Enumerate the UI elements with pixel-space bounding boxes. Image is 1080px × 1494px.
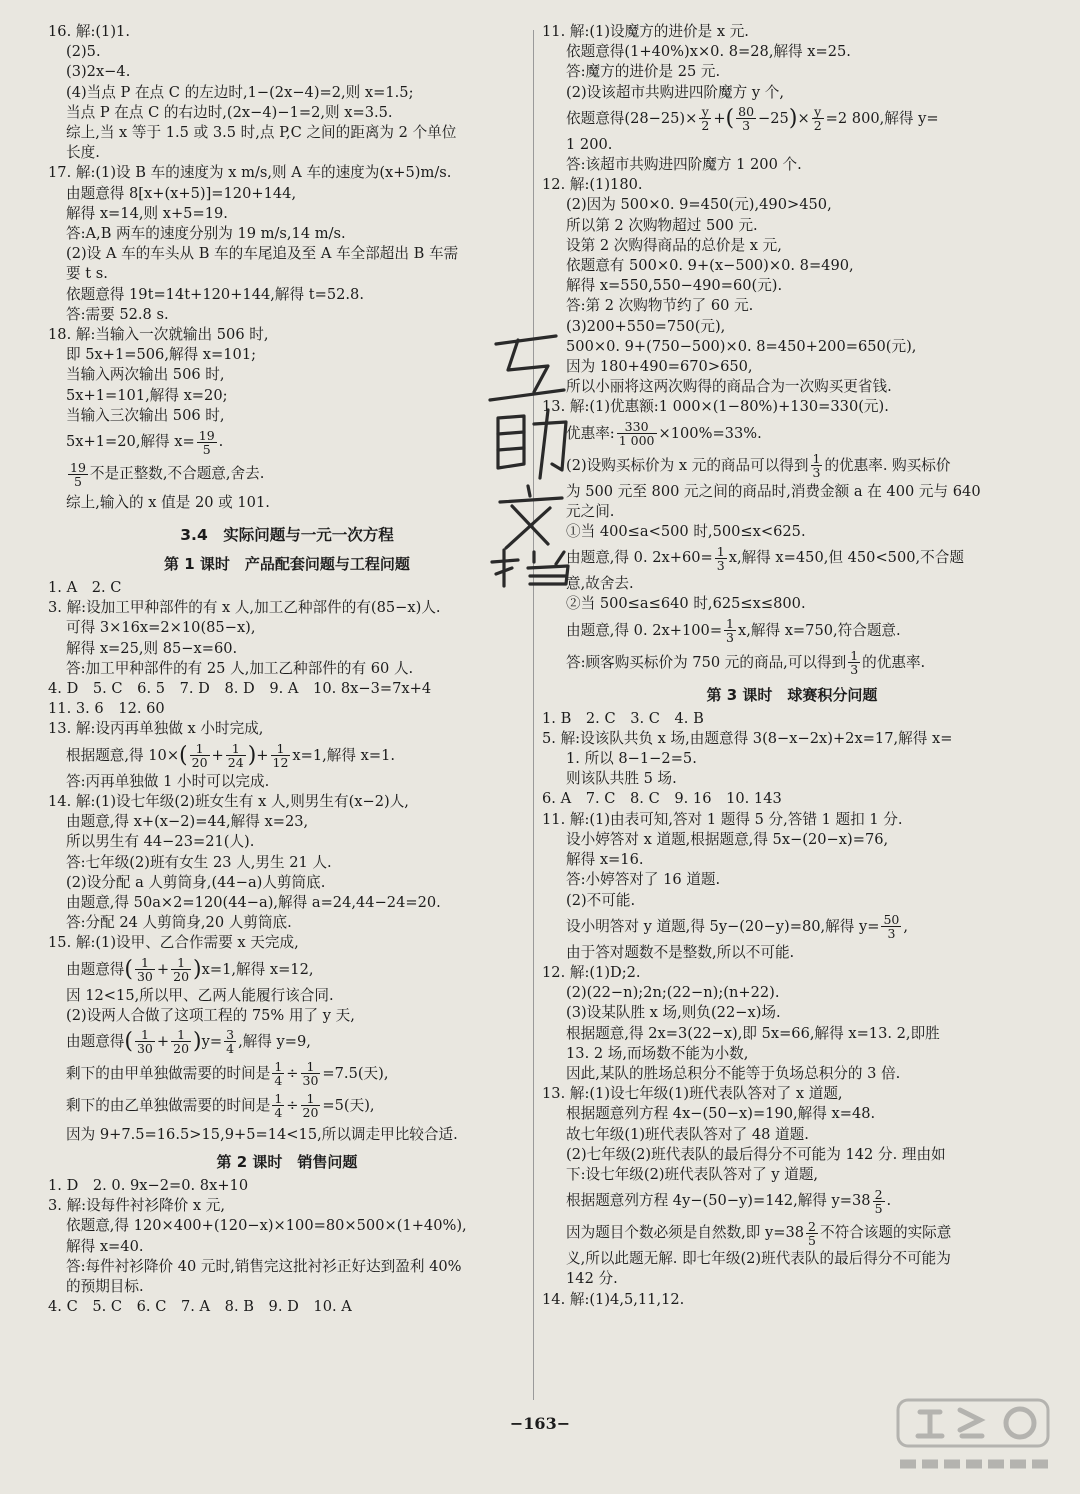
answer-line: (2)设购买标价为 x 元的商品可以得到 $\frac{1}{3}$ 的优惠率. 购买标价 — [566, 451, 951, 481]
answer-line: 答:第 2 次购物节约了 60 元. — [566, 297, 754, 315]
answer-line: 则该队共胜 5 场. — [566, 770, 677, 788]
answer-line: 解得 x=550,550−490=60(元). — [566, 277, 783, 295]
answer-line: (2)设分配 a 人剪筒身,(44−a)人剪筒底. — [66, 873, 326, 891]
answer-line: 依题意得(1+40%)x×0. 8=28,解得 x=25. — [566, 43, 851, 61]
answer-line: 因为 9+7.5=16.5>15,9+5=14<15,所以调走甲比较合适. — [66, 1125, 458, 1143]
fraction: $\frac{1}{30}$ — [136, 1027, 153, 1057]
answer-line: 17. 解:(1)设 B 车的速度为 x m/s,则 A 车的速度为(x+5)m/s. — [48, 164, 452, 182]
answer-line: 由于答对题数不是整数,所以不可能. — [566, 943, 795, 961]
answer-line: 由题意得 8[x+(x+5)]=120+144, — [66, 184, 297, 202]
answer-line: 答:七年级(2)班有女生 23 人,男生 21 人. — [66, 853, 332, 871]
answer-line: 5x+1=101,解得 x=20; — [66, 386, 228, 404]
answer-line: 设小婷答对 x 道题,根据题意,得 5x−(20−x)=76, — [566, 830, 889, 848]
answer-line: 元之间. — [566, 502, 615, 520]
answer-line: (2)因为 500×0. 9=450(元),490>450, — [566, 196, 832, 214]
answer-line: 因为题目个数必须是自然数,即 y=38 $\frac{2}{5}$ 不符合该题的实际意 — [566, 1218, 952, 1248]
answer-line: (2)不可能. — [566, 891, 636, 909]
answer-line: 答:加工甲种部件的有 25 人,加工乙种部件的有 60 人. — [66, 659, 414, 677]
answer-line: 可得 3×16x=2×10(85−x), — [66, 619, 256, 637]
lesson-title: 第 3 课时 球赛积分问题 — [706, 685, 878, 704]
answer-line: 18. 解:当输入一次就输出 506 时, — [48, 326, 269, 344]
answer-line: 1 200. — [566, 135, 613, 153]
answer-line: 解得 x=14,则 x+5=19. — [66, 204, 228, 222]
answer-line: 14. 解:(1)4,5,11,12. — [542, 1290, 685, 1308]
answer-line: 答:分配 24 人剪筒身,20 人剪筒底. — [66, 914, 292, 932]
answer-line: 由题意,得 0. 2x+100= $\frac{1}{3}$ x,解得 x=750,符合题意. — [566, 616, 901, 646]
section-title: 3.4 实际问题与一元一次方程 — [180, 526, 394, 545]
answer-line: (2)设两人合做了这项工程的 75% 用了 y 天, — [66, 1006, 355, 1024]
answer-line: (2)设 A 车的车头从 B 车的车尾追及至 A 车全部超出 B 车需 — [66, 245, 459, 263]
answer-line: 500×0. 9+(750−500)×0. 8=450+200=650(元), — [566, 337, 917, 355]
column-divider — [533, 30, 534, 1400]
answer-line: 4. C 5. C 6. C 7. A 8. B 9. D 10. A — [48, 1298, 352, 1316]
answer-line: 答:魔方的进价是 25 元. — [566, 63, 721, 81]
answer-line: 义,所以此题无解. 即七年级(2)班代表队的最后得分不可能为 — [566, 1250, 951, 1268]
answer-line: 5. 解:设该队共负 x 场,由题意得 3(8−x−2x)+2x=17,解得 x= — [542, 729, 953, 747]
answer-line: 答:丙再单独做 1 小时可以完成. — [66, 772, 270, 790]
answer-line: 13. 2 场,而场数不能为小数, — [566, 1044, 749, 1062]
answer-line: 15. 解:(1)设甲、乙合作需要 x 天完成, — [48, 934, 299, 952]
answer-line: 14. 解:(1)设七年级(2)班女生有 x 人,则男生有(x−2)人, — [48, 792, 409, 810]
answer-line: 解得 x=40. — [66, 1237, 144, 1255]
answer-line: 依题意得(28−25)× $\frac{y}{2}$ +( $\frac{80}{3}$ −25)× $\frac{y}{2}$ =2 800,解得 y= — [566, 104, 939, 134]
answer-line: 下:设七年级(2)班代表队答对了 y 道题, — [566, 1165, 819, 1183]
fraction: $\frac{1}{3}$ — [812, 451, 821, 481]
answer-line: 13. 解:(1)设七年级(1)班代表队答对了 x 道题, — [542, 1085, 843, 1103]
answer-line: 综上,输入的 x 值是 20 或 101. — [66, 494, 270, 512]
answer-line: 4. D 5. C 6. 5 7. D 8. D 9. A 10. 8x−3=7x+4 — [48, 680, 432, 698]
answer-line: 根据题意,得 2x=3(22−x),即 5x=66,解得 x=13. 2,即胜 — [566, 1024, 940, 1042]
answer-line: 11. 解:(1)设魔方的进价是 x 元. — [542, 23, 749, 40]
answer-line: 解得 x=16. — [566, 851, 644, 869]
answer-line: 答:该超市共购进四阶魔方 1 200 个. — [566, 156, 802, 174]
answer-line: 意,故舍去. — [566, 575, 634, 593]
fraction: $\frac{1}{20}$ — [173, 955, 190, 985]
answer-line: 依题意,得 120×400+(120−x)×100=80×500×(1+40%), — [66, 1217, 467, 1235]
answer-line: 答:每件衬衫降价 40 元时,销售完这批衬衫正好达到盈利 40% — [66, 1257, 462, 1275]
answer-line: 因 12<15,所以甲、乙两人能履行该合同. — [66, 986, 334, 1004]
answer-line: 根据题意列方程 4y−(50−y)=142,解得 y=38 $\frac{2}{5}$ . — [566, 1186, 892, 1216]
fraction: $\frac{1}{3}$ — [716, 543, 725, 573]
answer-line: 3. 解:设加工甲种部件的有 x 人,加工乙种部件的有(85−x)人. — [48, 599, 441, 617]
answer-line: 1. B 2. C 3. C 4. B — [542, 709, 704, 727]
fraction: $\frac{1}{30}$ — [302, 1059, 319, 1089]
answer-line: 12. 解:(1)D;2. — [542, 963, 641, 981]
answer-line: (3)200+550=750(元), — [566, 317, 726, 335]
answer-line: 3. 解:设每件衬衫降价 x 元, — [48, 1197, 225, 1215]
fraction: $\frac{1}{20}$ — [302, 1091, 319, 1121]
fraction: $\frac{1}{30}$ — [136, 955, 153, 985]
answer-line: ①当 400≤a<500 时,500≤x<625. — [566, 523, 806, 541]
fraction: $\frac{y}{2}$ — [813, 104, 822, 134]
answer-line: 根据题意列方程 4x−(50−x)=190,解得 x=48. — [566, 1105, 876, 1123]
answer-line: 答:顾客购买标价为 750 元的商品,可以得到 $\frac{1}{3}$ 的优惠率. — [566, 648, 926, 678]
answer-line: 由题意,得 50a×2=120(44−a),解得 a=24,44−24=20. — [66, 893, 441, 911]
answer-line: 5x+1=20,解得 x= $\frac{19}{5}$ . — [66, 427, 224, 457]
fraction: $\frac{19}{5}$ — [198, 427, 215, 457]
answer-line: 依题意得 19t=14t+120+144,解得 t=52.8. — [66, 285, 364, 303]
answer-line: 解得 x=25,则 85−x=60. — [66, 639, 238, 657]
answer-line: 所以男生有 44−23=21(人). — [66, 833, 255, 851]
answer-line: 要 t s. — [66, 265, 108, 283]
fraction: $\frac{2}{5}$ — [808, 1218, 816, 1248]
handwritten-note — [478, 318, 588, 588]
answer-line: 即 5x+1=506,解得 x=101; — [66, 346, 257, 364]
fraction: $\frac{1}{12}$ — [272, 741, 289, 771]
lesson-title: 第 2 课时 销售问题 — [216, 1152, 358, 1171]
answer-line: 1. D 2. 0. 9x−2=0. 8x+10 — [48, 1176, 249, 1194]
answer-line: ②当 500≤a≤640 时,625≤x≤800. — [566, 595, 806, 613]
answer-line: 1. 所以 8−1−2=5. — [566, 750, 697, 768]
fraction: $\frac{2}{5}$ — [874, 1186, 883, 1216]
answer-line: 当输入两次输出 506 时, — [66, 366, 225, 384]
fraction: $\frac{1}{20}$ — [191, 741, 208, 771]
answer-line: 剩下的由乙单独做需要的时间是 $\frac{1}{4}$ ÷ $\frac{1}{20}$ =5(天), — [66, 1091, 375, 1121]
answer-line: (2)(22−n);2n;(22−n);(n+22). — [566, 984, 780, 1002]
answer-line: 由题意得( $\frac{1}{30}$ + $\frac{1}{20}$ )y= $\frac{3}{4}$ ,解得 y=9, — [66, 1027, 311, 1057]
fraction: $\frac{50}{3}$ — [883, 912, 900, 942]
answer-line: 13. 解:设丙再单独做 x 小时完成, — [48, 720, 264, 738]
answer-line: 142 分. — [566, 1270, 618, 1288]
fraction: $\frac{19}{5}$ — [70, 459, 86, 489]
answer-line: 16. 解:(1)1. — [48, 23, 130, 40]
answer-line: 12. 解:(1)180. — [542, 176, 643, 194]
answer-line: (3)设某队胜 x 场,则负(22−x)场. — [566, 1004, 781, 1022]
right-column — [542, 22, 1042, 1310]
answer-line: 6. A 7. C 8. C 9. 16 10. 143 — [542, 790, 782, 808]
answer-line: 答:小婷答对了 16 道题. — [566, 871, 721, 889]
answer-line: 根据题意,得 10×( $\frac{1}{20}$ + $\frac{1}{24}$ )+ $\frac{1}{12}$ x=1,解得 x=1. — [66, 741, 396, 771]
answer-line: 11. 解:(1)由表可知,答对 1 题得 5 分,答错 1 题扣 1 分. — [542, 810, 903, 828]
answer-line: (3)2x−4. — [66, 63, 131, 81]
answer-line: 因此,某队的胜场总积分不能等于负场总积分的 3 倍. — [566, 1064, 901, 1082]
fraction: $\frac{80}{3}$ — [738, 104, 755, 134]
answer-line: 由题意得( $\frac{1}{30}$ + $\frac{1}{20}$ )x=1,解得 x=12, — [66, 955, 314, 985]
answer-line: 长度. — [66, 144, 100, 162]
answer-line: 依题意有 500×0. 9+(x−500)×0. 8=490, — [566, 257, 854, 275]
fraction: $\frac{1}{4}$ — [274, 1059, 283, 1089]
fraction: $\frac{1}{3}$ — [850, 648, 859, 678]
fraction: $\frac{1}{4}$ — [274, 1091, 283, 1121]
answer-line: 1. A 2. C — [48, 579, 122, 597]
answer-line: 的预期目标. — [66, 1277, 144, 1295]
answer-line: 当点 P 在点 C 的右边时,(2x−4)−1=2,则 x=3.5. — [66, 103, 393, 121]
answer-line: 综上,当 x 等于 1.5 或 3.5 时,点 P,C 之间的距离为 2 个单位 — [66, 124, 457, 142]
answer-line: 优惠率: $\frac{330}{1 000}$ ×100%=33%. — [566, 419, 762, 449]
answer-line: (2)设该超市共购进四阶魔方 y 个, — [566, 83, 784, 101]
fraction: $\frac{1}{20}$ — [173, 1027, 190, 1057]
answer-line: $\frac{19}{5}$ 不是正整数,不合题意,舍去. — [70, 459, 265, 489]
answer-line: 当输入三次输出 506 时, — [66, 406, 225, 424]
answer-line: 剩下的由甲单独做需要的时间是 $\frac{1}{4}$ ÷ $\frac{1}{30}$ =7.5(天), — [66, 1059, 389, 1089]
left-column — [48, 22, 526, 1317]
answer-line: 所以第 2 次购物超过 500 元. — [566, 216, 758, 234]
answer-line: 由题意,得 x+(x−2)=44,解得 x=23, — [66, 813, 309, 831]
answer-line: (2)七年级(2)班代表队的最后得分不可能为 142 分. 理由如 — [566, 1145, 946, 1163]
answer-line: 由题意,得 0. 2x+60= $\frac{1}{3}$ x,解得 x=450,但 450<500,不合题 — [566, 543, 964, 573]
answer-line: 所以小丽将这两次购得的商品合为一次购买更省钱. — [566, 378, 892, 396]
answer-line: (4)当点 P 在点 C 的左边时,1−(2x−4)=2,则 x=1.5; — [66, 83, 414, 101]
fraction: $\frac{y}{2}$ — [701, 104, 710, 134]
fraction: $\frac{1}{3}$ — [726, 616, 734, 646]
answer-line: 因为 180+490=670>650, — [566, 358, 753, 376]
fraction: $\frac{3}{4}$ — [226, 1027, 235, 1057]
answer-line: 故七年级(1)班代表队答对了 48 道题. — [566, 1125, 809, 1143]
fraction: $\frac{330}{1 000}$ — [618, 419, 655, 449]
fraction: $\frac{1}{24}$ — [227, 741, 244, 771]
watermark-logo — [890, 1392, 1060, 1482]
answer-line: 11. 3. 6 12. 60 — [48, 700, 165, 718]
page-number: −163− — [509, 1414, 571, 1433]
answer-line: 设小明答对 y 道题,得 5y−(20−y)=80,解得 y= $\frac{50}{3}$ , — [566, 912, 909, 942]
answer-line: 为 500 元至 800 元之间的商品时,消费金额 a 在 400 元与 640 — [566, 482, 981, 500]
answer-line: 答:A,B 两车的速度分别为 19 m/s,14 m/s. — [66, 225, 346, 243]
answer-line: 答:需要 52.8 s. — [66, 305, 169, 323]
answer-line: 13. 解:(1)优惠额:1 000×(1−80%)+130=330(元). — [542, 398, 889, 416]
lesson-title: 第 1 课时 产品配套问题与工程问题 — [164, 555, 410, 574]
answer-line: 设第 2 次购得商品的总价是 x 元, — [566, 236, 782, 254]
answer-line: (2)5. — [66, 43, 101, 61]
